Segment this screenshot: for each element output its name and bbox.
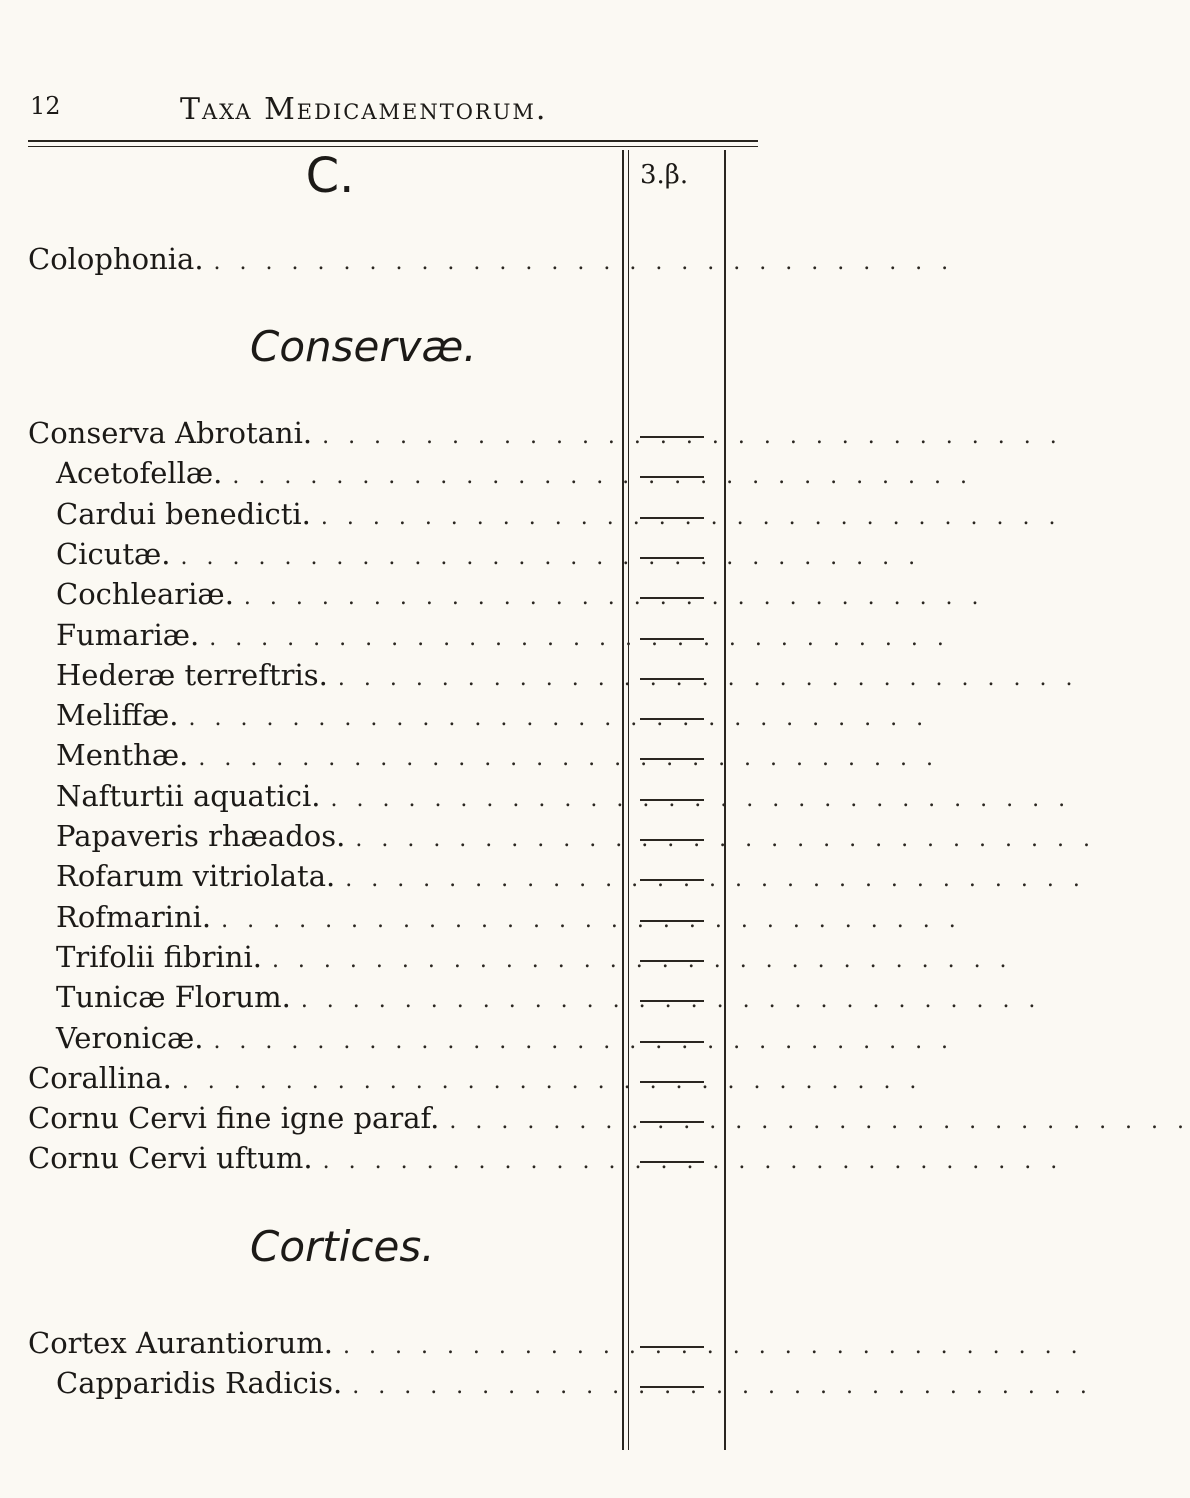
entry-name: Conserva Abrotani.: [28, 416, 313, 450]
price-ditto: [640, 638, 704, 640]
entry-name: Hederæ terreftris.: [56, 657, 328, 692]
entry-name: Corallina.: [28, 1060, 172, 1095]
entry-name: Rofarum vitriolata.: [56, 859, 336, 894]
price-ditto: [640, 678, 704, 680]
entry-name: Cortex Aurantiorum.: [28, 1326, 333, 1360]
section-letter: C.: [305, 148, 355, 204]
price-ditto: [640, 758, 704, 760]
entry-row: [28, 617, 950, 656]
leader-dots: . . . . . . . . . . . . . . . . . . . . . . . . . . . . .: [209, 625, 950, 651]
price-ditto: [640, 597, 704, 599]
entry-name: Cornu Cervi uftum.: [28, 1141, 313, 1176]
leader-dots: . . . . . . . . . . . . . . . . . . . . . . . . . . . . .: [271, 947, 1013, 973]
leader-dots: . . . . . . . . . . . . . . . . . . . . . . . . . . . . .: [198, 746, 939, 772]
leader-dots: . . . . . . . . . . . . . . . . . . . . . . . . . . . . .: [355, 827, 1096, 852]
entry-name: Colophonia.: [28, 242, 204, 276]
entry-row: [28, 416, 1063, 454]
leader-dots: . . . . . . . . . . . . . . . . . . . . . . . . . . . . .: [322, 1149, 1064, 1175]
leader-dots: . . . . . . . . . . . . . . . . . . . . . . . . . . . . .: [181, 1068, 923, 1094]
entry-row: [28, 577, 985, 615]
entry-row: [28, 1020, 955, 1059]
leader-dots: . . . . . . . . . . . . . . . . . . . . . . . . . . . . .: [300, 988, 1042, 1014]
page-header: [30, 92, 750, 132]
entry-name: Capparidis Radicis.: [56, 1366, 343, 1400]
price-ditto: [640, 1000, 704, 1002]
entry-row: [28, 738, 939, 776]
entry-name: Tunicæ Florum.: [56, 980, 291, 1015]
leader-dots: . . . . . . . . . . . . . . . . . . . . . . . . . . . . .: [330, 786, 1072, 812]
entry-name: Veronicæ.: [56, 1020, 204, 1055]
entry-row: [28, 1101, 1190, 1139]
leader-dots: . . . . . . . . . . . . . . . . . . . . . . . . . . . . .: [320, 504, 1062, 530]
entry-row: [28, 456, 974, 494]
heading-conservae: Conservæ.: [250, 322, 477, 371]
entry-row: [28, 778, 1072, 817]
price-ditto: [640, 879, 704, 881]
price-ditto: [640, 920, 704, 922]
entry-name: Cornu Cervi fine igne paraf.: [28, 1101, 440, 1136]
price-ditto: [640, 1121, 704, 1123]
price-ditto: [640, 1346, 704, 1348]
price-ditto: [640, 517, 704, 519]
price-value: 3.β.: [640, 160, 689, 190]
leader-dots: . . . . . . . . . . . . . . . . . . . . . . . . . . . . .: [449, 1109, 1190, 1135]
entry-row: [28, 1060, 923, 1099]
price-ditto: [640, 476, 704, 478]
entry-name: Cochleariæ.: [56, 577, 234, 612]
entry-name: Papaveris rhæados.: [56, 819, 346, 853]
entry-name: Cicutæ.: [56, 536, 171, 571]
leader-dots: . . . . . . . . . . . . . . . . . . . . . . . . . . . . .: [221, 907, 962, 933]
entry-row: [28, 819, 1096, 857]
entry-name: Cardui benedicti.: [56, 496, 311, 531]
price-ditto: [640, 436, 704, 438]
running-title: Taxa Medicamentorum.: [180, 92, 548, 127]
leader-dots: . . . . . . . . . . . . . . . . . . . . . . . . . . . . .: [343, 1334, 1084, 1359]
entry-row: [28, 1366, 1093, 1404]
page-number: 12: [30, 92, 61, 120]
entry-row: [28, 536, 922, 575]
header-rule-thin: [28, 146, 758, 147]
price-ditto: [640, 960, 704, 962]
entry-name: Rofmarini.: [56, 899, 212, 934]
entry-name: Meliffæ.: [56, 698, 179, 733]
entry-row: [28, 657, 1079, 696]
leader-dots: . . . . . . . . . . . . . . . . . . . . . . . . . . . . .: [243, 585, 985, 611]
leader-dots: . . . . . . . . . . . . . . . . . . . . . . . . . . . . .: [213, 1028, 955, 1054]
leader-dots: . . . . . . . . . . . . . . . . . . . . . . . . . . . . .: [352, 1374, 1093, 1399]
price-ditto: [640, 718, 704, 720]
entry-row: [28, 980, 1042, 1018]
entry-name: Menthæ.: [56, 738, 189, 773]
price-ditto: [640, 557, 704, 559]
entry-row: [28, 1141, 1064, 1179]
entry-row: [28, 242, 955, 280]
leader-dots: . . . . . . . . . . . . . . . . . . . . . . . . . . . . .: [322, 424, 1063, 449]
leader-dots: . . . . . . . . . . . . . . . . . . . . . . . . . . . . .: [337, 665, 1079, 691]
entry-row: [28, 1326, 1084, 1364]
entry-name: Fumariæ.: [56, 617, 200, 652]
leader-dots: . . . . . . . . . . . . . . . . . . . . . . . . . . . . .: [232, 464, 974, 490]
entry-name: Trifolii fibrini.: [56, 939, 262, 974]
price-ditto: [640, 1386, 704, 1388]
price-ditto: [640, 839, 704, 841]
entry-row: [28, 698, 930, 736]
leader-dots: . . . . . . . . . . . . . . . . . . . . . . . . . . . . .: [188, 706, 930, 732]
leader-dots: . . . . . . . . . . . . . . . . . . . . . . . . . . . . .: [180, 544, 922, 570]
price-ditto: [640, 799, 704, 801]
price-ditto: [640, 1081, 704, 1083]
leader-dots: . . . . . . . . . . . . . . . . . . . . . . . . . . . . .: [213, 250, 955, 275]
entry-row: [28, 859, 1086, 897]
header-rule: [28, 140, 758, 142]
heading-cortices: Cortices.: [250, 1222, 435, 1271]
entry-name: Nafturtii aquatici.: [56, 778, 321, 813]
leader-dots: . . . . . . . . . . . . . . . . . . . . . . . . . . . . .: [345, 867, 1086, 893]
entry-row: [28, 939, 1013, 978]
entry-row: [28, 899, 962, 938]
price-ditto: [640, 1041, 704, 1043]
entry-name: Acetofellæ.: [56, 456, 223, 491]
price-ditto: [640, 1161, 704, 1163]
entry-row: [28, 496, 1062, 535]
